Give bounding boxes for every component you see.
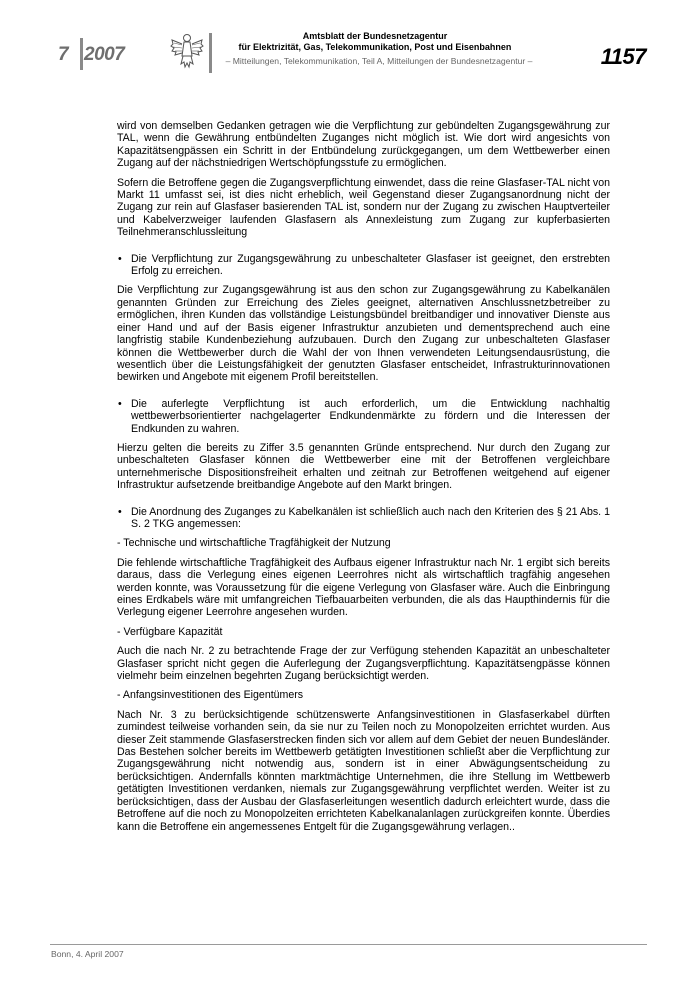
bullet-item: [117, 253, 610, 278]
paragraph: Die fehlende wirtschaftliche Tragfähigkeit des Aufbaus eigener Infrastruktur nach Nr. 1 ergibt sich bereits daraus, dass die Verlegung eines eigenen Leerrohres nicht als wirtschaftlich tragfähig angesehen werden konnte, was Voraussetzung für die eigene Verlegung von Glasfaser wäre. Auch die Einbringung eines Erdkabels wäre mit umfangreichen Tiefbauarbeiten verbunden, die als das Haupthindernis für die Verlegung eigener Leerrohre angesehen wurden.: [117, 556, 610, 619]
federal-eagle-icon: [170, 32, 204, 70]
paragraph: Die Verpflichtung zur Zugangsgewährung ist aus den schon zur Zugangsgewährung zu Kabelkanälen genannten Gründen zur Erreichung des Zieles geeignet, alternativen Anschlussnetzbetreiber zu ermöglichen, ihren Kunden das vollständige Leistungsbündel breitbandiger und innovativer Dienste aus einer Hand und auf der Basis eigener Infrastruktur anzubieten und dementsprechend auch eine langfristig stabile Kundenbeziehung aufzubauen. Durch den Zugang zur unbeschalteten Glasfaser können die Wettbewerber durch die Wahl der von Ihnen verwendeten Leitungsendausrüstung, die wesentlich über die Leistungsfähigkeit der genutzten Glasfaser entscheidet, Infrastrukturinnovationen bewirken und Angebote mit eigenem Profil bereitstellen.: [117, 284, 610, 384]
subsection-heading: - Technische und wirtschaftliche Tragfähigkeit der Nutzung: [117, 537, 391, 550]
header-divider: [209, 33, 212, 73]
header-divider: [80, 38, 83, 70]
gazette-title-line2: für Elektrizität, Gas, Telekommunikation, Post und Eisenbahnen: [238, 42, 512, 52]
bullet-text: Die Anordnung des Zuganges zu Kabelkanälen ist schließlich auch nach den Kriterien des § 21 Abs. 1 S. 2 TKG angemessen:: [131, 505, 610, 530]
bullet-item: [117, 506, 610, 531]
gazette-title: [214, 31, 536, 53]
bullet-text: Die auferlegte Verpflichtung ist auch erforderlich, um die Entwicklung nachhaltig wettbewerbsorientierter nachgelagerter Endkundenmärkte zu fördern und die Interessen der Endkunden zu wahren.: [131, 397, 610, 435]
bullet-marker: •: [118, 252, 122, 265]
bullet-text: Die Verpflichtung zur Zugangsgewährung zu unbeschalteter Glasfaser ist geeignet, den erstrebten Erfolg zu erreichen.: [131, 252, 610, 278]
paragraph: Hierzu gelten die bereits zu Ziffer 3.5 genannten Gründe entsprechend. Nur durch den Zugang zur unbeschalteten Glasfaser können die Wettbewerber eine mit der Betroffenen vergleichbare unternehmerische Dispositionsfreiheit erhalten und zeitnah zur Betroffenen weitgehend auf eigener Infrastruktur aufsetzende breitbandige Angebote auf den Markt bringen.: [117, 441, 610, 492]
paragraph: wird von demselben Gedanken getragen wie die Verpflichtung zur gebündelten Zugangsgewährung zur TAL, wenn die Gewährung entbündelten Zuganges nicht möglich ist. Wie dort wird angesichts von Kapazitätsengpässen ein Schritt in der Entbündelung zurückgegangen, um dem Wettbewerber einen Zugang auf der nächstniedrigen Wertschöpfungsstufe zu ermöglichen.: [117, 120, 610, 170]
page-body: [117, 120, 610, 840]
gazette-title-line1: Amtsblatt der Bundesnetzagentur: [302, 31, 448, 41]
subsection-heading: - Anfangsinvestitionen des Eigentümers: [117, 689, 304, 702]
issue-year: 2007: [84, 44, 125, 65]
subsection-heading: - Verfügbare Kapazität: [117, 625, 223, 638]
paragraph: Nach Nr. 3 zu berücksichtigende schützenswerte Anfangsinvestitionen in Glasfaserkabel dürften zumindest teilweise vorhanden sein, da sie nur zu Teilen noch zu Monopolzeiten errichtet wurden. Aus dieser Zeit stammende Glasfaserstrecken finden sich vor allem auf dem Gebiet der neuen Bundesländer. Das Bestehen solcher bereits im Wettbewerb getätigten Investitionen schließt aber die Verpflichtung zur Zugangsgewährung nicht notwendig aus, sondern ist in einer Abwägungsentscheidung zu berücksichtigen. Andernfalls könnten marktmächtige Unternehmen, die ihre Stellung im Wettbewerb getätigten Investitionen verdanken, niemals zur Zugangsgewährung verpflichtet werden. Weiter ist zu berücksichtigen, dass der Ausbau der Glasfaserleitungen wesentlich dadurch erleichtert wurde, dass die Betroffene auf die noch zu Monopolzeiten errichteten Kabelkanalanlagen zurückgreifen konnte. Überdies kann die Betroffene ein angemessenes Entgelt für die Zugangsgewährung verlagen..: [117, 708, 610, 833]
footer-date: Bonn, 4. April 2007: [51, 949, 124, 959]
bullet-item: [117, 398, 610, 435]
issue-number: 7: [58, 44, 69, 65]
paragraph: Sofern die Betroffene gegen die Zugangsverpflichtung einwendet, dass die reine Glasfaser-TAL nicht von Markt 11 umfasst sei, ist dies nicht erheblich, weil Gegenstand dieser Zugangsanordnung nicht der Zugang zur rein auf Glasfaser basierenden TAL ist, sondern nur der Zugang zu zwischen Hauptverteiler und Kabelverzweiger laufenden Glasfasern als Annexleistung zum Zugang zur kupferbasierten Teilnehmeranschlussleitung: [117, 176, 610, 239]
page-number: 1157: [600, 44, 646, 69]
bullet-marker: •: [118, 397, 122, 410]
bullet-marker: •: [118, 505, 122, 518]
footer-divider: [50, 944, 647, 945]
paragraph: Auch die nach Nr. 2 zu betrachtende Frage der zur Verfügung stehenden Kapazität an unbeschalteter Glasfaser spricht nicht gegen die Auferlegung der Zugangsverpflichtung. Kapazitätsengpässe können vielmehr beim einzelnen begehrten Zugang berücksichtigt werden.: [117, 645, 610, 683]
gazette-subtitle: – Mitteilungen, Telekommunikation, Teil A, Mitteilungen der Bundesnetzagentur –: [225, 56, 533, 66]
